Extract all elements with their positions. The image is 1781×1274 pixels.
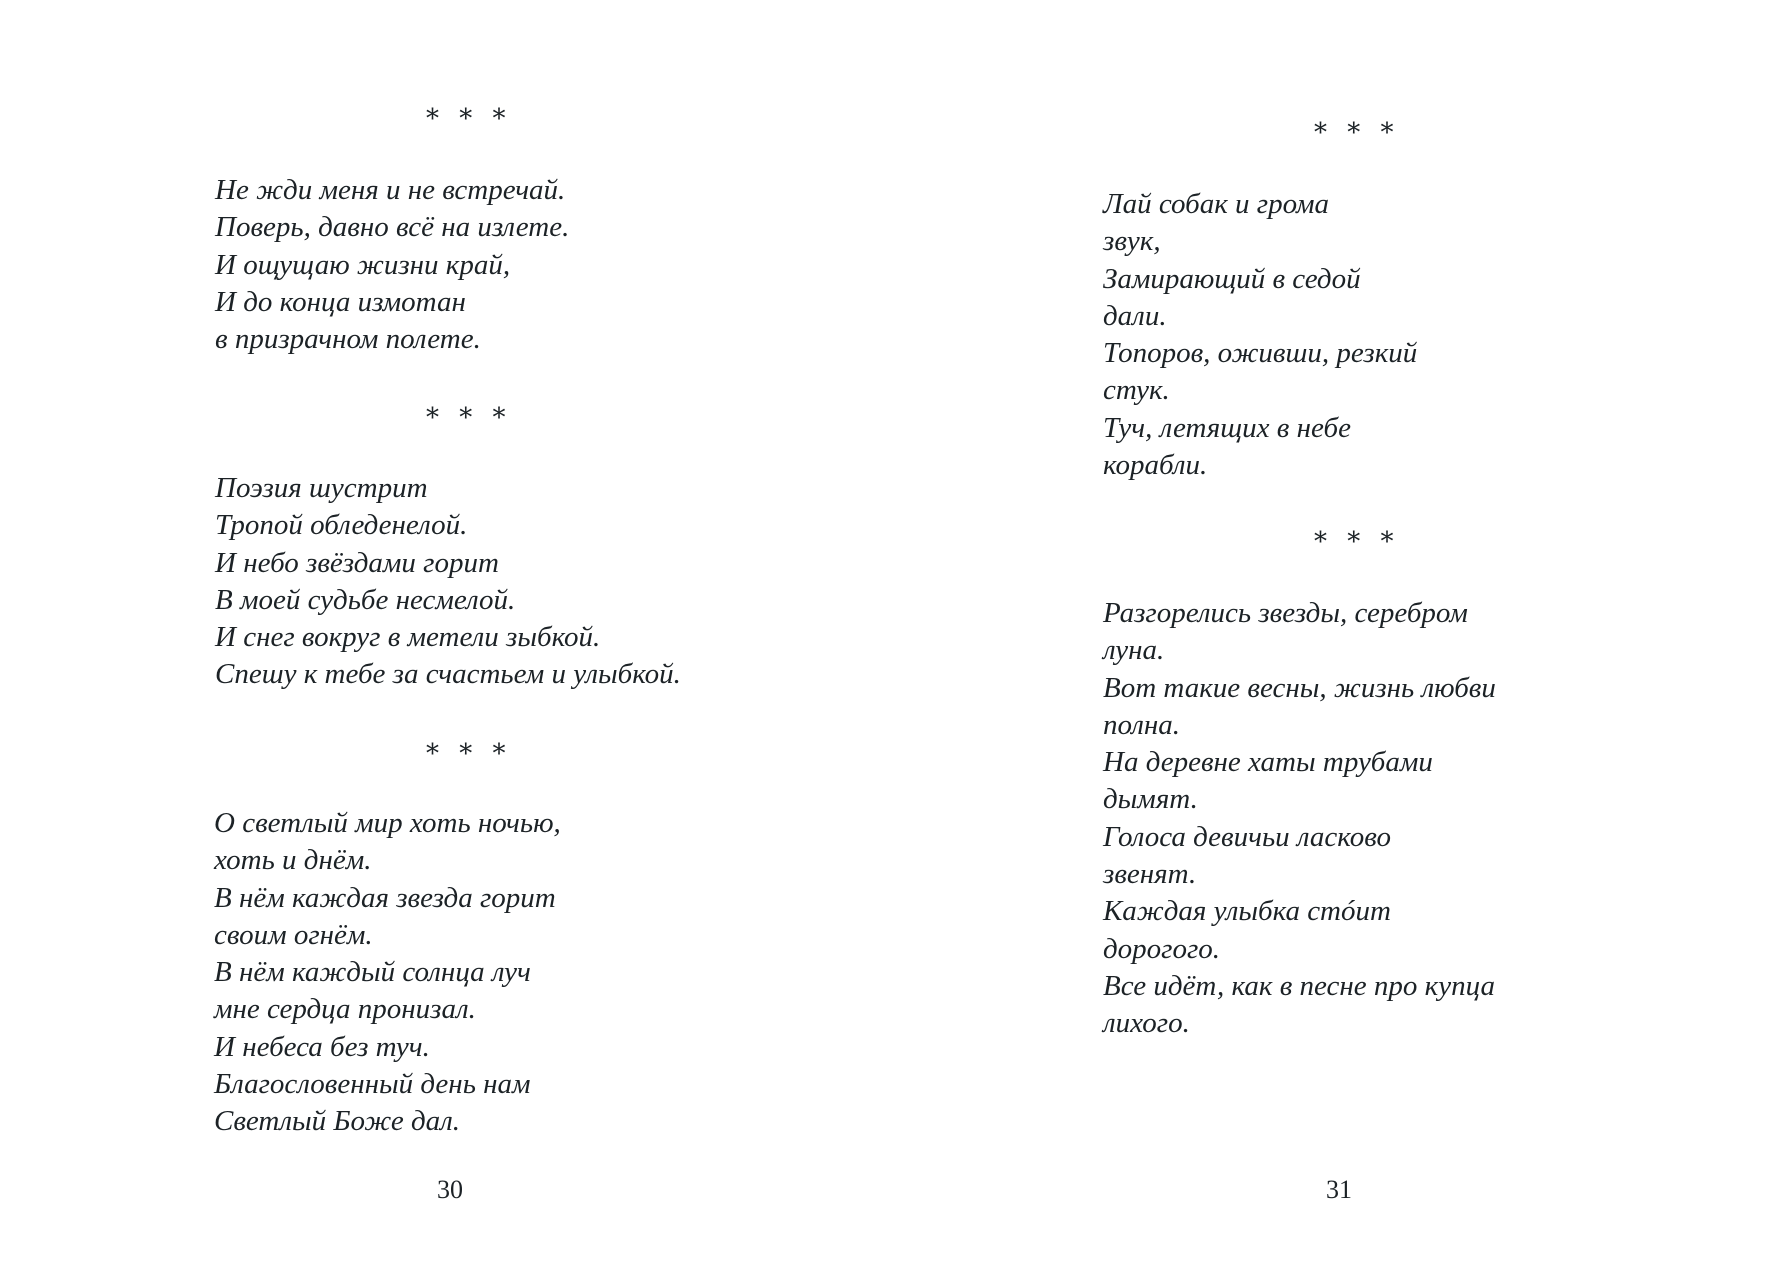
section-separator: * * * — [426, 739, 512, 769]
poem-line: Замирающий в седой — [1103, 262, 1361, 295]
poem-line: Спешу к тебе за счастьем и улыбкой. — [215, 658, 681, 691]
page-number: 31 — [1326, 1175, 1352, 1204]
poem-line: дали. — [1103, 299, 1167, 332]
poem-line: Лай собак и грома — [1103, 188, 1330, 220]
poem-line: О светлый мир хоть ночью, — [214, 807, 561, 839]
poem-line: Все идёт, как в песне про купца — [1103, 969, 1495, 1002]
section-separator: * * * — [426, 104, 512, 134]
poem-line: Поверь, давно всё на излете. — [215, 211, 570, 244]
poem-line: своим огнём. — [214, 918, 373, 951]
section-separator: * * * — [1314, 527, 1400, 557]
poem-line: И небо звёздами горит — [215, 546, 499, 579]
poem-line: звук, — [1103, 225, 1161, 258]
poem-line: Голоса девичьи ласково — [1103, 820, 1391, 853]
poem-line: И ощущаю жизни край, — [215, 248, 511, 281]
poem — [215, 172, 569, 358]
poem-line: И снег вокруг в метели зыбкой. — [215, 621, 601, 654]
poem — [214, 805, 561, 1141]
poem-line: В нём каждая звезда горит — [214, 881, 556, 914]
poem-line: Вот такие весны, жизнь любви — [1103, 671, 1496, 704]
poem-line: дорогого. — [1103, 932, 1221, 965]
poem-line: Тропой обледенелой. — [215, 509, 468, 542]
poem-line: Разгорелись звезды, серебром — [1103, 597, 1468, 629]
poem — [1103, 186, 1417, 484]
poem — [215, 470, 681, 694]
poem-line: звенят. — [1103, 858, 1197, 891]
poem-line: Светлый Боже дал. — [214, 1105, 461, 1138]
poem-line: полна. — [1103, 708, 1181, 741]
poem-line: лихого. — [1103, 1007, 1190, 1040]
poem-line: в призрачном полете. — [215, 323, 481, 356]
poem-line: корабли. — [1103, 449, 1208, 482]
poem-line: Не жди меня и не встречай. — [215, 174, 566, 206]
poem-line: В нём каждый солнца луч — [214, 956, 531, 989]
poem-line: дымят. — [1103, 783, 1198, 816]
right-page — [890, 0, 1780, 1274]
poem-line: мне сердца пронизал. — [214, 993, 476, 1026]
page-number: 30 — [437, 1175, 463, 1204]
section-separator: * * * — [426, 403, 512, 433]
poem-line: На деревне хаты трубами — [1103, 746, 1433, 779]
poem-line: луна. — [1103, 634, 1165, 667]
poem-line: Топоров, оживши, резкий — [1103, 337, 1418, 370]
poem-line: Туч, летящих в небе — [1103, 411, 1351, 444]
poem-line: Благословенный день нам — [214, 1068, 531, 1101]
poem-line: Каждая улыбка стóит — [1103, 895, 1391, 928]
left-page — [0, 0, 890, 1274]
poem-line: В моей судьбе несмелой. — [215, 583, 516, 616]
poem-line: И небеса без туч. — [214, 1030, 430, 1063]
poem-line: стук. — [1103, 374, 1170, 407]
poem-line: хоть и днём. — [214, 844, 372, 877]
poem-line: Поэзия шустрит — [215, 472, 428, 504]
section-separator: * * * — [1314, 118, 1400, 148]
poem-line: И до конца измотан — [215, 285, 466, 318]
poem — [1103, 595, 1496, 1043]
